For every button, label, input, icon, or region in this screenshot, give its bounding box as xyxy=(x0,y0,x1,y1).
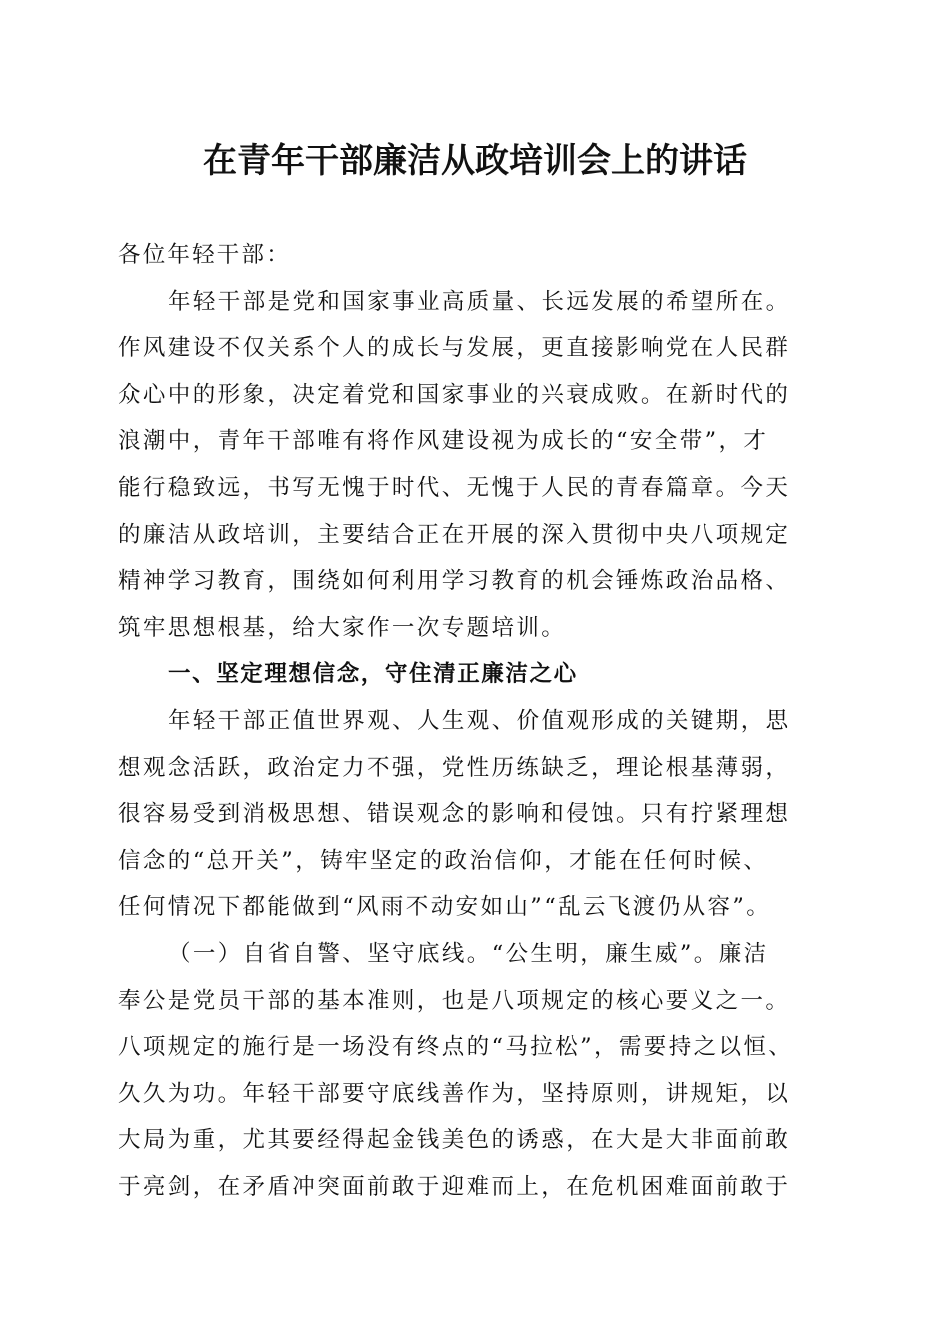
text-line: 的廉洁从政培训，主要结合正在开展的深入贯彻中央八项规定 xyxy=(118,521,791,548)
section-heading: 一、坚定理想信念，守住清正廉洁之心 xyxy=(168,661,578,688)
text-line: 年轻干部正值世界观、人生观、价值观形成的关键期，思 xyxy=(168,707,791,734)
text-line: 很容易受到消极思想、错误观念的影响和侵蚀。只有拧紧理想 xyxy=(118,801,791,828)
text-line: 能行稳致远，书写无愧于时代、无愧于人民的青春篇章。今天 xyxy=(118,474,791,501)
text-line: 作风建设不仅关系个人的成长与发展，更直接影响党在人民群 xyxy=(118,335,791,362)
text-line: 奉公是党员干部的基本准则，也是八项规定的核心要义之一。 xyxy=(118,987,791,1014)
text-line: 于亮剑，在矛盾冲突面前敢于迎难而上，在危机困难面前敢于 xyxy=(118,1173,791,1200)
text-line: （一）自省自警、坚守底线。“公生明，廉生威”。廉洁 xyxy=(168,940,769,967)
text-line: 想观念活跃，政治定力不强，党性历练缺乏，理论根基薄弱， xyxy=(118,754,791,781)
text-line: 筑牢思想根基，给大家作一次专题培训。 xyxy=(118,614,567,641)
text-line: 精神学习教育，围绕如何利用学习教育的机会锤炼政治品格、 xyxy=(118,568,791,595)
text-line: 浪潮中，青年干部唯有将作风建设视为成长的“安全带”，才 xyxy=(118,428,769,455)
text-line: 久久为功。年轻干部要守底线善作为，坚持原则，讲规矩，以 xyxy=(118,1080,791,1107)
document-body xyxy=(118,232,848,1210)
text-line: 年轻干部是党和国家事业高质量、长远发展的希望所在。 xyxy=(168,288,791,315)
document-title: 在青年干部廉洁从政培训会上的讲话 xyxy=(203,141,747,181)
text-line: 大局为重，尤其要经得起金钱美色的诱惑，在大是大非面前敢 xyxy=(118,1127,791,1154)
text-line: 信念的“总开关”，铸牢坚定的政治信仰，才能在任何时候、 xyxy=(118,847,769,874)
text-line: 众心中的形象，决定着党和国家事业的兴衰成败。在新时代的 xyxy=(118,381,791,408)
salutation: 各位年轻干部： xyxy=(118,242,291,268)
paragraph-lines xyxy=(118,279,848,1211)
text-line: 任何情况下都能做到“风雨不动安如山”“乱云飞渡仍从容”。 xyxy=(118,894,772,921)
text-line: 八项规定的施行是一场没有终点的“马拉松”，需要持之以恒、 xyxy=(118,1034,794,1061)
